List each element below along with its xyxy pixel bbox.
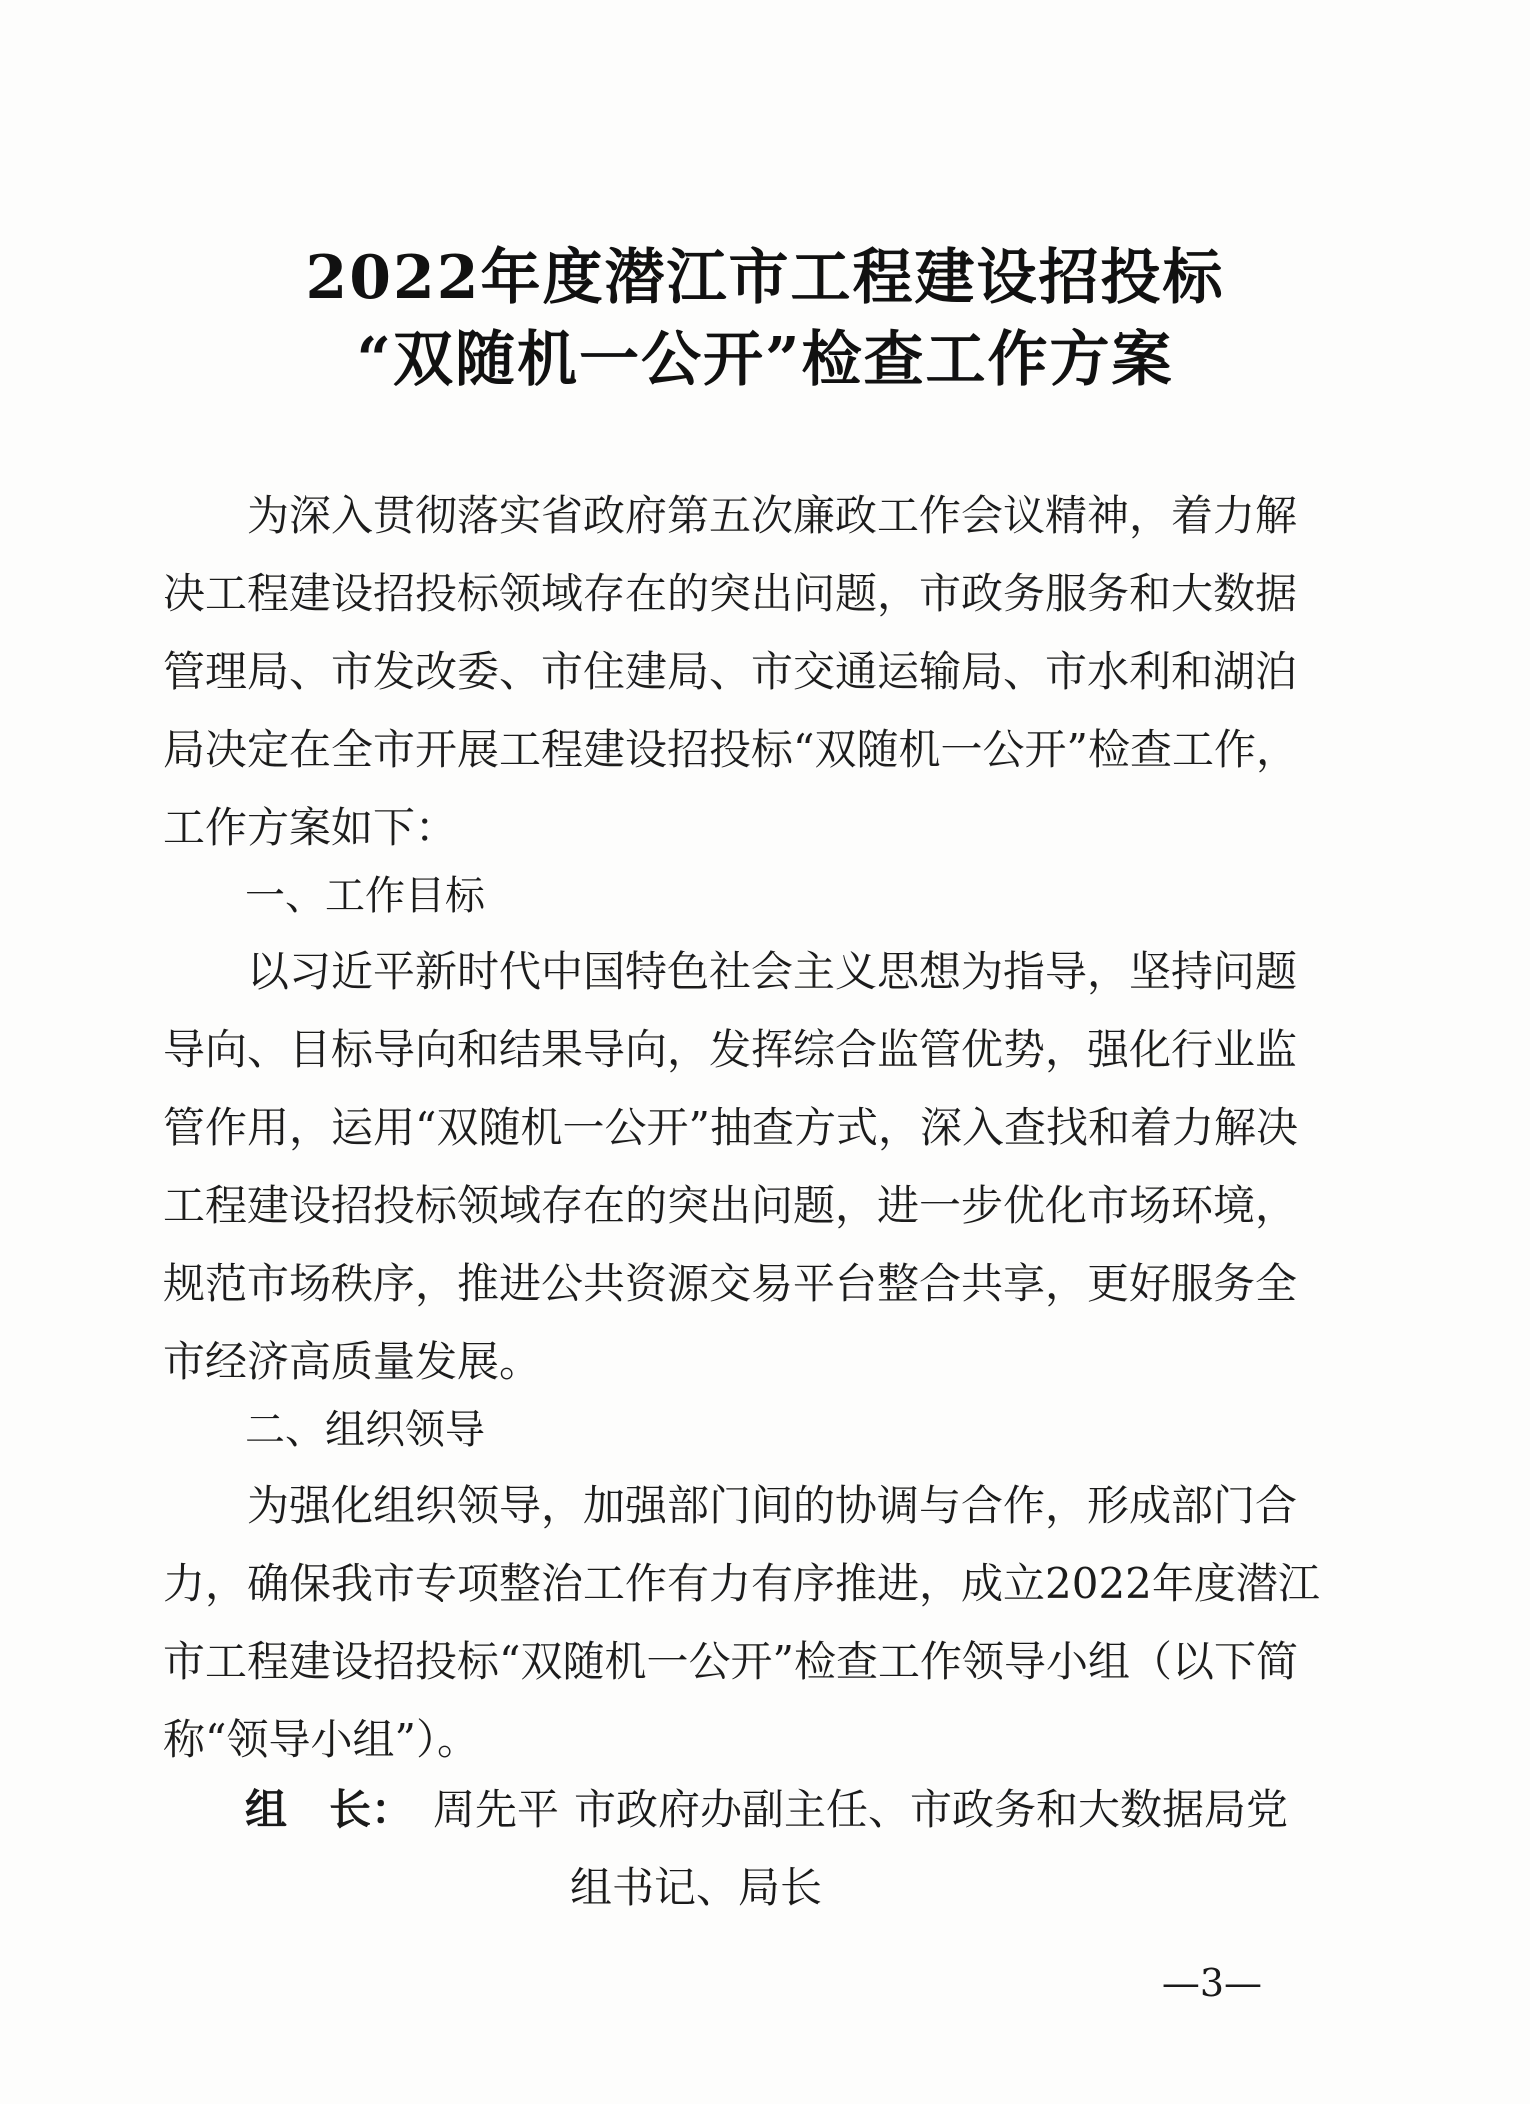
document-title-line2: “双随机一公开”检查工作方案 [356,325,1174,395]
intro-line: 决工程建设招投标领域存在的突出问题，市政务服务和大数据 [163,569,1298,618]
leader-position-line2: 组书记、局长 [570,1863,823,1912]
intro-line: 工作方案如下： [163,803,458,852]
section-heading-organization: 二、组织领导 [245,1407,485,1453]
leader-entry [245,1782,559,1838]
leader-name: 周先平 [433,1785,560,1834]
intro-line: 局决定在全市开展工程建设招投标“双随机一公开”检查工作， [163,725,1298,774]
section1-line: 管作用，运用“双随机一公开”抽查方式，深入查找和着力解决 [163,1103,1298,1152]
section2-line: 为强化组织领导，加强部门间的协调与合作，形成部门合 [247,1481,1298,1530]
leader-role: 组 长： [245,1785,414,1834]
intro-line: 为深入贯彻落实省政府第五次廉政工作会议精神，着力解 [247,491,1298,540]
intro-line: 管理局、市发改委、市住建局、市交通运输局、市水利和湖泊 [163,647,1298,696]
section2-line: 力，确保我市专项整治工作有力有序推进，成立2022年度潜江 [163,1559,1320,1608]
section2-line: 市工程建设招投标“双随机一公开”检查工作领导小组（以下简 [163,1637,1298,1686]
section-heading-goals: 一、工作目标 [245,873,485,919]
section1-line: 工程建设招投标领域存在的突出问题，进一步优化市场环境， [163,1181,1298,1230]
leader-position-line1: 市政府办副主任、市政务和大数据局党 [574,1785,1289,1834]
section1-line: 规范市场秩序，推进公共资源交易平台整合共享，更好服务全 [163,1259,1298,1308]
section1-line: 以习近平新时代中国特色社会主义思想为指导，坚持问题 [247,947,1298,996]
section2-line: 称“领导小组”）。 [163,1715,479,1764]
page-number: —3— [1161,1961,1262,2005]
section1-line: 市经济高质量发展。 [163,1337,542,1386]
section1-line: 导向、目标导向和结果导向，发挥综合监管优势，强化行业监 [163,1025,1298,1074]
document-title-line1: 2022年度潜江市工程建设招投标 [305,243,1225,313]
